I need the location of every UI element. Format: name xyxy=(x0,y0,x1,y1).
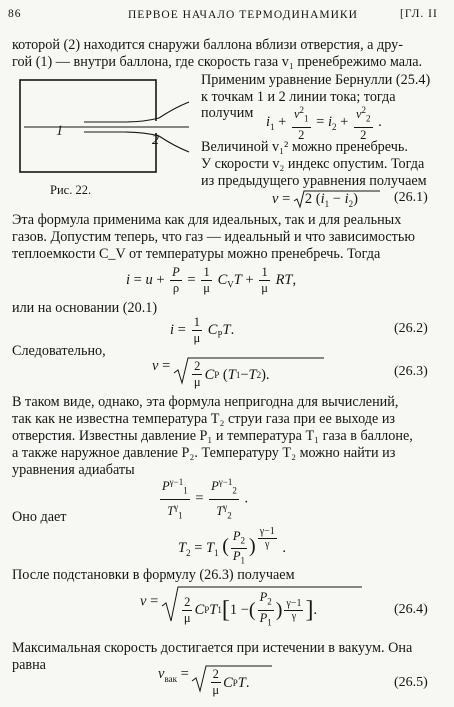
equation-26-2: i = $\frac{1}{\mu}$ $C_PT$. xyxy=(170,315,235,345)
equation-26-1: v = 2 $(i_1 - i_2)$ xyxy=(272,190,380,208)
equation-26-4: v = $\frac{2}{\mu}$ C P T 1 [ 1 − ( $\frac{P_2}{P_1}$ ) $\frac{\gamma-1}{\gamma}$ ] . xyxy=(140,586,362,622)
figure-label-2: 2 xyxy=(152,132,160,148)
text-line: Оно дает xyxy=(12,509,67,525)
figure-caption: Рис. 22. xyxy=(50,183,92,197)
text-line: Эта формула применима как для идеальных, так и для реальных xyxy=(12,212,402,228)
equation-bernoulli: $i_1$ + $\frac{v^2_1}{2}$ = $i_2$ + $\frac{v^2_2}{2}$ . xyxy=(266,105,382,142)
page-number: 86 xyxy=(8,8,22,20)
text-line: У скорости v₂ индекс опустим. Тогда xyxy=(201,156,425,172)
equation-adiabat: $\frac{P^{\gamma-1}_1}{T^\gamma_1}$ = $\frac{P^{\gamma-1}_2}{T^\gamma_2}$ . xyxy=(162,477,249,521)
text-line: В таком виде, однако, эта формула непригодна для вычислений, xyxy=(12,394,399,410)
equation-number: (26.5) xyxy=(394,675,428,690)
text-line: газов. Допустим теперь, что газ — идеальный и что зависимостью xyxy=(12,229,415,245)
text-line: равна xyxy=(12,657,46,673)
text-line: отверстия. Известны давление P₁ и температура T₁ газа в баллоне, xyxy=(12,428,413,444)
text-line: Следовательно, xyxy=(12,343,106,359)
text-line: гой (1) — внутри баллона, где скорость газа v₁ пренебрежимо мала. xyxy=(12,54,423,70)
chapter-marker: [ГЛ. II xyxy=(400,8,438,20)
equation-t2: $T_2 = T_1$ ( $\frac{P_2}{P_1}$ ) $\frac{\gamma-1}{\gamma}$ . xyxy=(178,526,287,566)
equation-number: (26.4) xyxy=(394,602,428,617)
equation-26-5: $v_{вак}$ = $\frac{2}{\mu}$ C P T . xyxy=(158,665,272,693)
text-line: получим xyxy=(201,105,254,121)
running-title: ПЕРВОЕ НАЧАЛО ТЕРМОДИНАМИКИ xyxy=(128,9,358,21)
text-line: После подстановки в формулу (26.3) получаем xyxy=(12,567,295,583)
equation-26-3: v = $\frac{2}{\mu}$ C P ( T 1 − T 2 ). xyxy=(152,357,324,385)
text-line: или на основании (20.1) xyxy=(12,300,158,316)
equation-number: (26.2) xyxy=(394,321,428,336)
text-line: к точкам 1 и 2 линии тока; тогда xyxy=(201,89,396,105)
text-line: Величиной v₁² можно пренебречь. xyxy=(201,139,408,155)
text-line: из предыдущего уравнения получаем xyxy=(201,173,427,189)
text-line: так как не известна температура T₂ струи газа при ее выходе из xyxy=(12,411,396,427)
text-line: Применим уравнение Бернулли (25.4) xyxy=(201,72,431,88)
text-line: которой (2) находится снаружи баллона вблизи отверстия, а дру- xyxy=(12,37,403,53)
text-line: а также наружное давление P₂. Температуру T₂ можно найти из xyxy=(12,445,396,461)
figure-label-1: 1 xyxy=(56,123,64,139)
equation-number: (26.1) xyxy=(394,190,428,205)
text-line: Максимальная скорость достигается при истечении в вакуум. Она xyxy=(12,640,413,656)
figure-22-diagram xyxy=(14,74,194,184)
text-line: уравнения адиабаты xyxy=(12,462,135,478)
equation-number: (26.3) xyxy=(394,364,428,379)
equation-enthalpy: i = u + $\frac{P}{\rho}$ = $\frac{1}{\mu}$ $C_VT$ + $\frac{1}{\mu}$ RT, xyxy=(126,265,297,295)
text-line: теплоемкости C_V от температуры можно пренебречь. Тогда xyxy=(12,246,381,262)
